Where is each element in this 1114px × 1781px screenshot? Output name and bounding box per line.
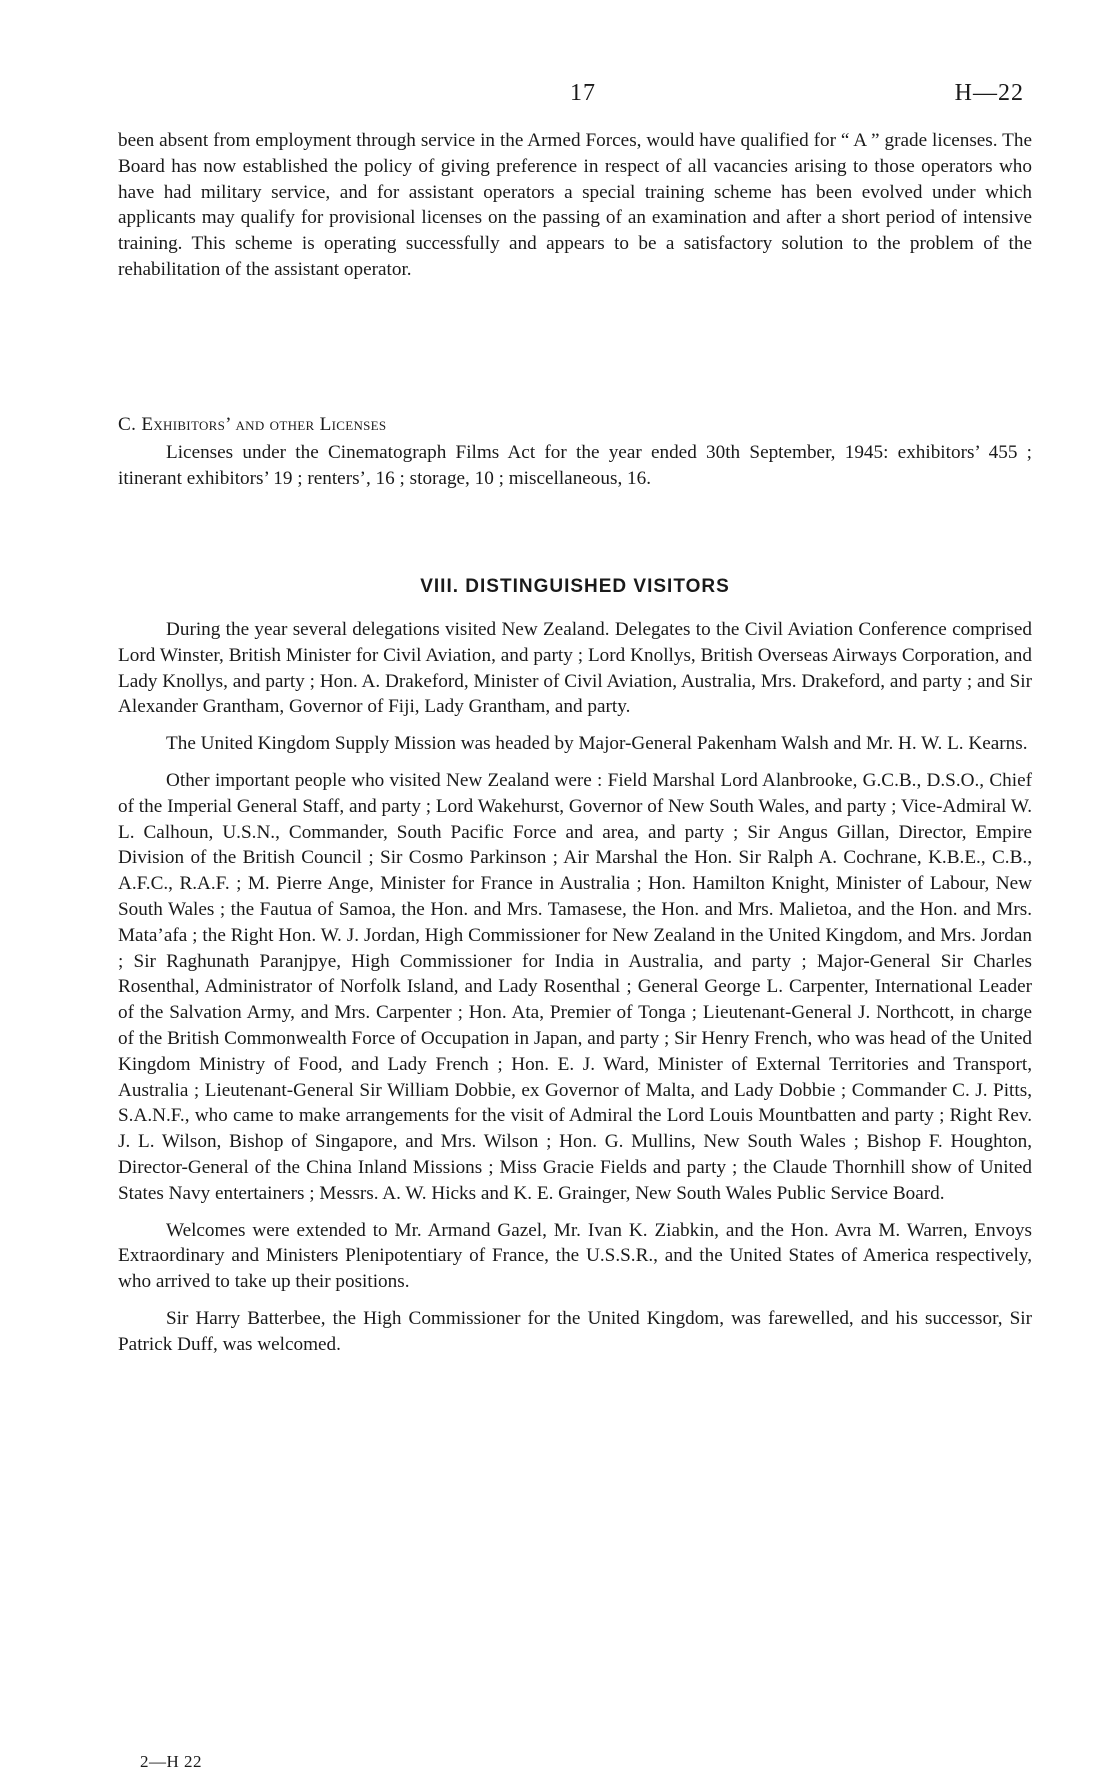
section-c-title: Exhibitors’ and other Licenses [141,414,387,435]
paragraph-delegations: During the year several delegations visited New Zealand. Delegates to the Civil Aviation Conference comprised Lord Winster, British Minister for Civil Aviation, and party ; Lord Knollys, British Overseas Airways Corporation, and Lady Knollys, and party ; Hon. A. Drakeford, Minister of Civil Aviation, Australia, Mrs. Drakeford, and party ; and Sir Alexander Grantham, Governor of Fiji, Lady Grantham, and party. [118,619,1032,718]
section-c-body [118,440,1032,492]
footer-reference: 2—H 22 [140,1752,203,1771]
page-header [128,80,1038,110]
paragraph-envoys: Welcomes were extended to Mr. Armand Gazel, Mr. Ivan K. Ziabkin, and the Hon. Avra M. Warren, Envoys Extraordinary and Ministers Plenipotentiary of France, the U.S.S.R., and the United States of America respectively, who arrived to take up their positions. [118,1219,1032,1293]
section-c-heading [118,414,386,436]
paragraph-high-commissioner: Sir Harry Batterbee, the High Commissioner for the United Kingdom, was farewelled, and his successor, Sir Patrick Duff, was welcomed. [118,1307,1032,1355]
intro-paragraph-block [118,128,1032,283]
page-number: 17 [570,80,596,106]
section-c-letter: C. [118,414,137,435]
section-c-text: Licenses under the Cinematograph Films Act for the year ended 30th September, 1945: exhibitors’ 455 ; itinerant exhibitors’ 19 ; renters’, 16 ; storage, 10 ; miscellaneous, 16. [118,442,1032,489]
paragraph-other-visitors: Other important people who visited New Zealand were : Field Marshal Lord Alanbrooke, G.C.B., D.S.O., Chief of the Imperial General Staff, and party ; Lord Wakehurst, Governor of New South Wales, and party ; Vice-Admiral W. L. Calhoun, U.S.N., Commander, South Pacific Force and area, and party ; Sir Angus Gillan, Director, Empire Division of the British Council ; Sir Cosmo Parkinson ; Air Marshal the Hon. Sir Ralph A. Cochrane, K.B.E., C.B., A.F.C., R.A.F. ; M. Pierre Ange, Minister for France in Australia ; Hon. Hamilton Knight, Minister of Labour, New South Wales ; the Fautua of Samoa, the Hon. and Mrs. Tamasese, the Hon. and Mrs. Malietoa, and the Hon. and Mrs. Mata’afa ; the Right Hon. W. J. Jordan, High Commissioner for New Zealand in the United Kingdom, and Mrs. Jordan ; Sir Raghunath Paranjpye, High Commissioner for India in Australia, and party ; Major-General Sir Charles Rosenthal, Administrator of Norfolk Island, and Lady Rosenthal ; General George L. Carpenter, International Leader of the Salvation Army, and Mrs. Carpenter ; Hon. Ata, Premier of Tonga ; Lieutenant-General J. Northcott, in charge of the British Commonwealth Force of Occupation in Japan, and party ; Sir Henry French, who was head of the United Kingdom Ministry of Food, and Lady French ; Hon. E. J. Ward, Minister of External Territories and Transport, Australia ; Lieutenant-General Sir William Dobbie, ex Governor of Malta, and Lady Dobbie ; Commander C. J. Pitts, S.A.N.F., who came to make arrangements for the visit of Admiral the Lord Louis Mountbatten and party ; Right Rev. J. L. Wilson, Bishop of Singapore, and Mrs. Wilson ; Hon. G. Mullins, New South Wales ; Bishop F. Houghton, Director-General of the China Inland Missions ; Miss Gracie Fields and party ; the Claude Thornhill show of United States Navy entertainers ; Messrs. A. W. Hicks and K. E. Grainger, New South Wales Public Service Board. [118,769,1032,1204]
intro-paragraph: been absent from employment through service in the Armed Forces, would have qualified for “ A ” grade licenses. The Board has now established the policy of giving preference in respect of all vacancies arising to those operators who have had military service, and for assistant operators a special training scheme has been evolved under which applicants may qualify for provisional licenses on the passing of an examination and after a short period of intensive training. This scheme is operating successfully and appears to be a satisfactory solution to the problem of the rehabilitation of the assistant operator. [118,130,1032,280]
paragraph-supply-mission: The United Kingdom Supply Mission was headed by Major-General Pakenham Walsh and Mr. H. W. L. Kearns. [166,733,1028,755]
document-reference: H—22 [954,80,1024,106]
section-viii-heading: VIII. DISTINGUISHED VISITORS [420,576,730,597]
section-viii-body [118,617,1032,1358]
